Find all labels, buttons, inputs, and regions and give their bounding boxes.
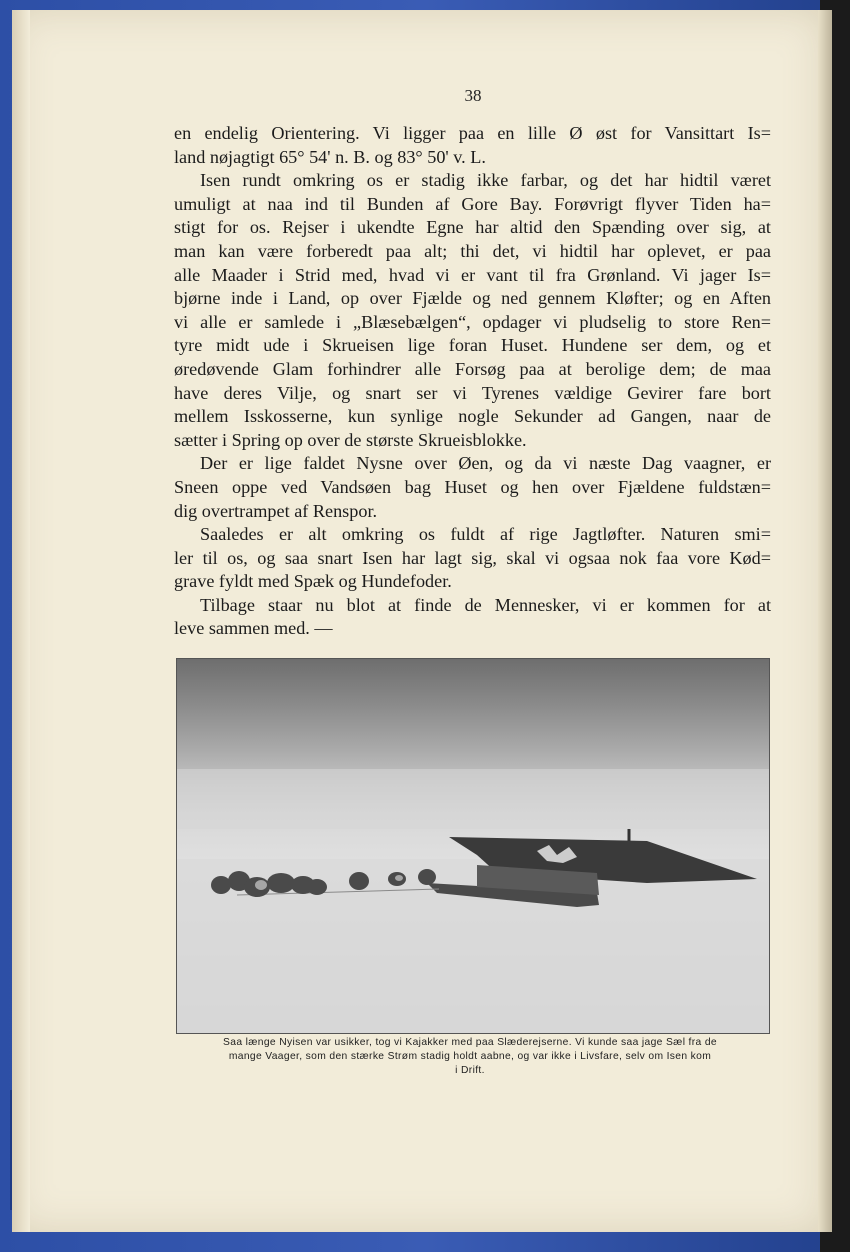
dog xyxy=(211,876,231,894)
text-line: tyre midt ude i Skrueisen lige foran Huset. Hundene ser dem, og et xyxy=(174,335,771,356)
dog xyxy=(418,869,436,885)
horizon-haze xyxy=(177,769,769,829)
binding-thread xyxy=(10,1090,12,1210)
body-text xyxy=(174,122,771,641)
dog xyxy=(267,873,295,893)
text-line: Tilbage staar nu blot at finde de Mennesker, vi er kommen for at xyxy=(200,594,771,615)
text-line: Sneen oppe ved Vandsøen bag Huset og hen over Fjældene fuldstæn= xyxy=(174,476,771,497)
text-line: have deres Vilje, og snart ser vi Tyrenes vældige Gevirer fare bort xyxy=(174,382,771,403)
text-line: mellem Isskosserne, kun synlige nogle Sekunder ad Gangen, naar de xyxy=(174,406,771,427)
dog xyxy=(349,872,369,890)
page-number: 38 xyxy=(464,86,482,105)
text-line: alle Maader i Strid med, hvad vi er vant til fra Grønland. Vi jager Is= xyxy=(174,264,771,285)
page-gutter-shadow xyxy=(12,10,30,1232)
text-line: umuligt at naa ind til Bunden af Gore Bay. Forøvrigt flyver Tiden ha= xyxy=(174,193,771,214)
text-line: Saaledes er alt omkring os fuldt af rige Jagtløfter. Naturen smi= xyxy=(200,524,771,545)
paragraph xyxy=(174,122,771,169)
text-line: leve sammen med. — xyxy=(174,618,333,639)
text-line: stigt for os. Rejser i ukendte Egne har altid den Spænding over sig, at xyxy=(174,217,771,238)
paragraph xyxy=(174,452,771,523)
dog-sled-photo-illustration xyxy=(177,659,769,1033)
text-line: øredøvende Glam forhindrer alle Forsøg paa at berolige dem; de maa xyxy=(174,358,771,379)
caption-line: Saa længe Nyisen var usikker, tog vi Kajakker med paa Slæderejserne. Vi kunde saa jage Sæl fra de xyxy=(223,1037,717,1048)
text-line: man kan være forberedt paa alt; thi det, vi hidtil har oplevet, er paa xyxy=(174,240,771,261)
caption-line: mange Vaager, som den stærke Strøm stadig holdt aabne, og var ikke i Livsfare, selv om Isen kom xyxy=(228,1051,712,1062)
paragraph xyxy=(174,169,771,452)
text-line: en endelig Orientering. Vi ligger paa en lille Ø øst for Vansittart Is= xyxy=(174,123,771,143)
page-edge-strip xyxy=(818,10,832,1232)
text-line: Isen rundt omkring os er stadig ikke farbar, og det har hidtil været xyxy=(200,170,771,191)
text-line: land nøjagtigt 65° 54' n. B. og 83° 50' v. L. xyxy=(174,146,486,167)
dog xyxy=(307,879,327,895)
figure-caption xyxy=(170,1036,770,1078)
text-line: grave fyldt med Spæk og Hundefoder. xyxy=(174,571,452,592)
text-line: Der er lige faldet Nysne over Øen, og da vi næste Dag vaagner, er xyxy=(200,453,771,474)
text-line: sætter i Spring op over de største Skrueisblokke. xyxy=(174,429,527,450)
figure-photograph xyxy=(176,658,770,1034)
text-line: vi alle er samlede i „Blæsebælgen“, opdager vi pludselig to store Ren= xyxy=(174,311,771,332)
text-line: bjørne inde i Land, op over Fjælde og ned gennem Kløfter; og en Aften xyxy=(174,288,771,309)
paragraph xyxy=(174,594,771,641)
text-line: dig overtrampet af Renspor. xyxy=(174,500,378,521)
caption-line: i Drift. xyxy=(455,1065,485,1076)
text-line: ler til os, og saa snart Isen har lagt sig, skal vi ogsaa nok faa vore Kød= xyxy=(174,547,771,568)
paragraph xyxy=(174,523,771,594)
